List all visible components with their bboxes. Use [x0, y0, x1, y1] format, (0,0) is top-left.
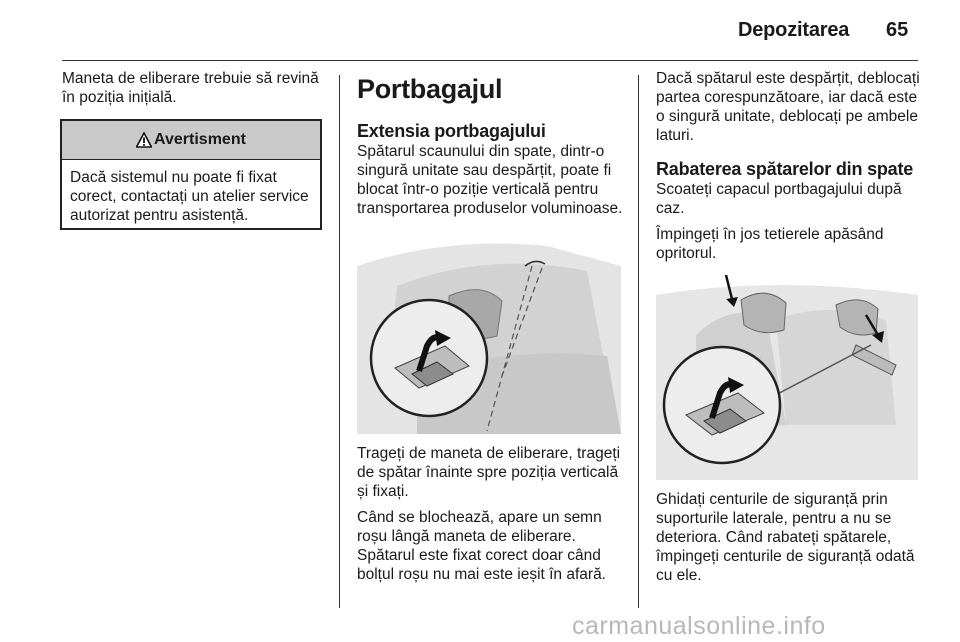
- column-divider-1: [339, 75, 340, 608]
- intro-paragraph: Maneta de eliberare trebuie să revină în poziția inițială.: [62, 70, 319, 106]
- paragraph-3: Când se blochează, apare un semn roșu lângă maneta de eliberare. Spătarul este fixat corect doar când bolțul roșu nu mai este ieșit în afară.: [357, 509, 606, 583]
- header-divider: [62, 60, 918, 61]
- paragraph-4: Dacă spătarul este despărțit, deblocați partea corespunzătoare, iar dacă este o singură unitate, deblocați pe ambele laturi.: [656, 70, 920, 144]
- watermark: carmanualsonline.info: [572, 612, 826, 640]
- paragraph-7: Ghidați centurile de siguranță prin suporturile laterale, pentru a nu se deteriora. Când rabateți spătarele, împingeți centurile de siguranță odată cu ele.: [656, 491, 915, 584]
- warning-icon: [136, 132, 152, 148]
- paragraph-5: Scoateți capacul portbagajului după caz.: [656, 181, 902, 217]
- warning-title: Avertisment: [154, 131, 246, 148]
- warning-header: [62, 121, 320, 160]
- page-number: 65: [886, 19, 909, 41]
- headrest-illustration: [656, 275, 918, 480]
- page-header-title: Depozitarea: [738, 19, 850, 41]
- paragraph-2: Trageți de maneta de eliberare, trageți de spătar înainte spre poziția verticală și fixați.: [357, 445, 621, 500]
- subsection-title-2: Rabaterea spătarelor din spate: [656, 159, 914, 179]
- paragraph-1: Spătarul scaunului din spate, dintr-o singură unitate sau despărțit, poate fi blocat într-o poziție verticală pentru transportarea produselor voluminoase.: [357, 143, 623, 217]
- column-1: [62, 69, 328, 107]
- warning-box: [60, 119, 322, 230]
- seatback-release-illustration: [357, 226, 621, 434]
- column-divider-2: [638, 75, 639, 608]
- column-3: [656, 69, 928, 585]
- subsection-title: Extensia portbagajului: [357, 121, 546, 141]
- warning-text: Dacă sistemul nu poate fi fixat corect, contactați un atelier service autorizat pentru asistență.: [70, 169, 309, 224]
- column-2: [357, 69, 625, 584]
- paragraph-6: Împingeți în jos tetierele apăsând opritorul.: [656, 226, 884, 262]
- section-title: Portbagajul: [357, 74, 503, 104]
